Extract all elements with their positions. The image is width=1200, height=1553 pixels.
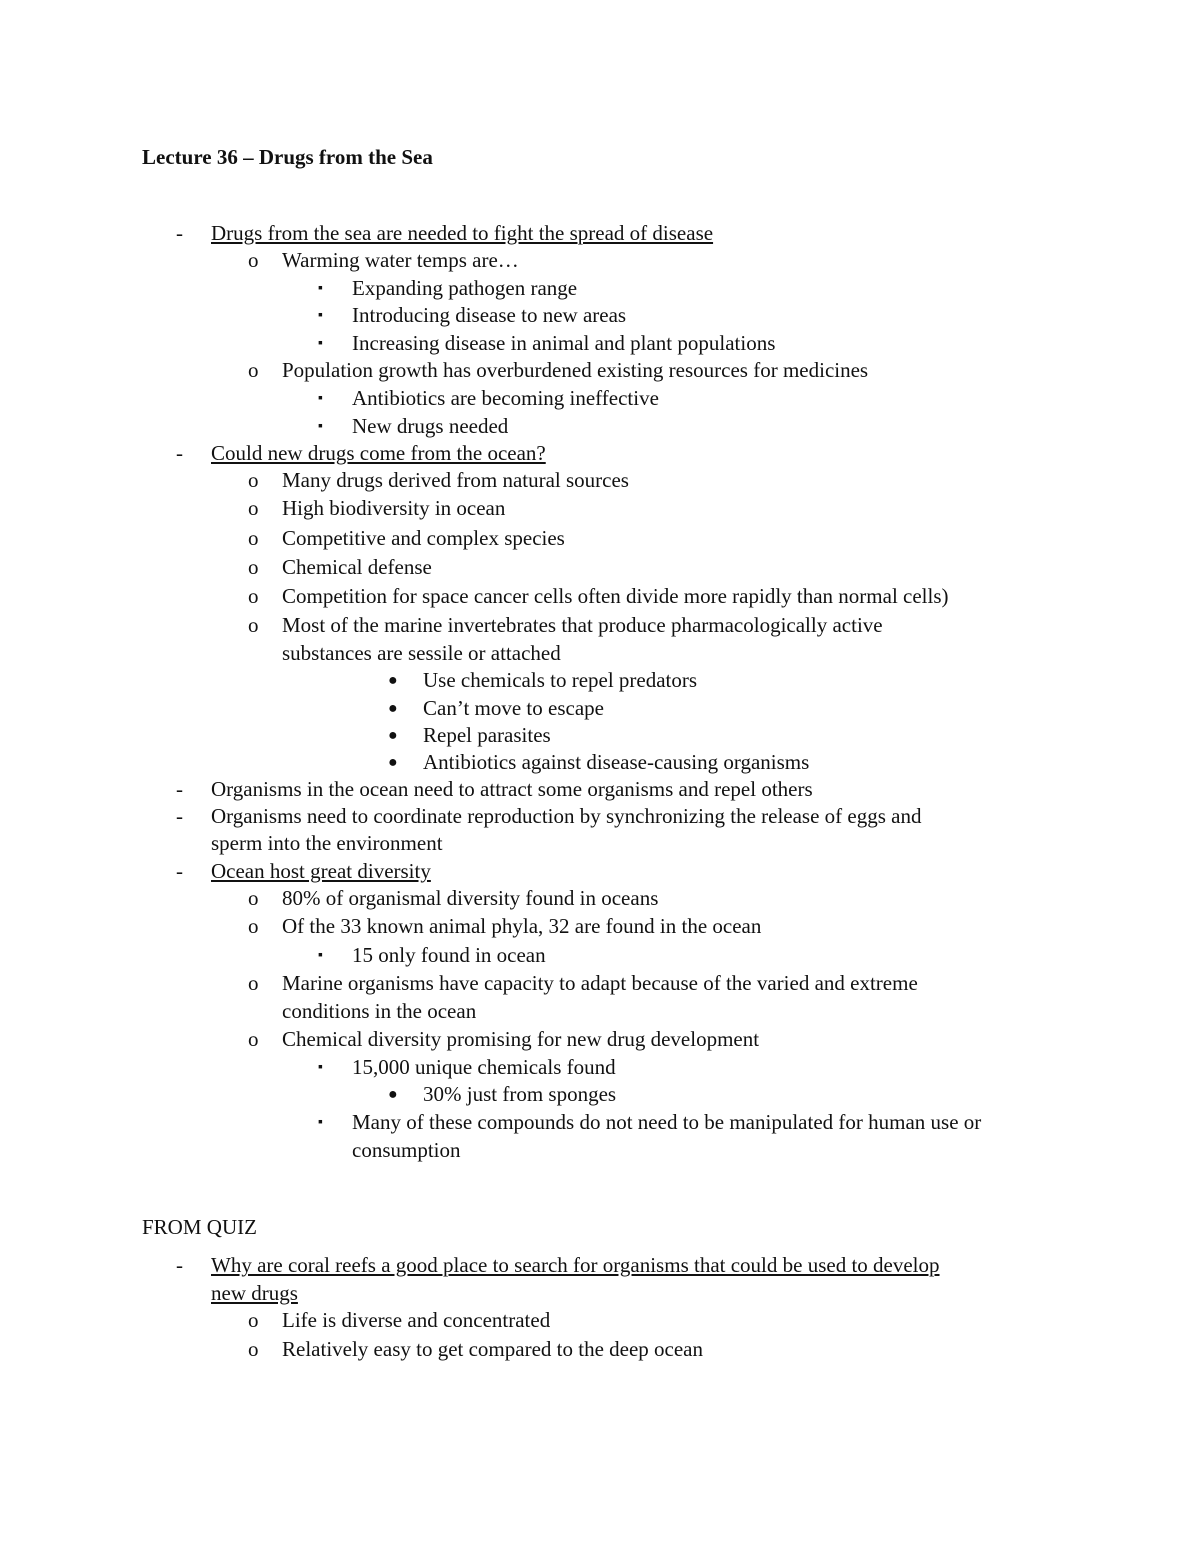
list-item: Competition for space cancer cells often divide more rapidly than normal cells) xyxy=(282,584,949,608)
circle-bullet: o xyxy=(248,358,259,382)
list-item: Expanding pathogen range xyxy=(352,276,578,300)
list-item: Of the 33 known animal phyla, 32 are found in the ocean xyxy=(282,914,762,938)
quiz-answer: Life is diverse and concentrated xyxy=(282,1308,551,1332)
quiz-question: Why are coral reefs a good place to search for organisms that could be used to develop xyxy=(211,1253,940,1277)
page-title: Lecture 36 – Drugs from the Sea xyxy=(142,145,433,169)
dot-bullet: ● xyxy=(388,727,398,744)
square-bullet: ▪ xyxy=(318,281,323,296)
circle-bullet: o xyxy=(248,886,259,910)
square-bullet: ▪ xyxy=(318,1060,323,1075)
list-item: New drugs needed xyxy=(352,414,509,438)
list-item: Increasing disease in animal and plant populations xyxy=(352,331,776,355)
square-bullet: ▪ xyxy=(318,391,323,406)
dash-bullet: - xyxy=(176,804,183,828)
list-item: Can’t move to escape xyxy=(423,696,604,720)
circle-bullet: o xyxy=(248,914,259,938)
circle-bullet: o xyxy=(248,1027,259,1051)
list-item: Most of the marine invertebrates that produce pharmacologically active xyxy=(282,613,883,637)
dash-bullet: - xyxy=(176,221,183,245)
heading-new-drugs-ocean: Could new drugs come from the ocean? xyxy=(211,441,546,465)
circle-bullet: o xyxy=(248,496,259,520)
dot-bullet: ● xyxy=(388,700,398,717)
list-item: Many of these compounds do not need to be manipulated for human use or xyxy=(352,1110,982,1134)
list-item: Organisms need to coordinate reproduction by synchronizing the release of eggs and xyxy=(211,804,922,828)
circle-bullet: o xyxy=(248,468,259,492)
circle-bullet: o xyxy=(248,613,259,637)
square-bullet: ▪ xyxy=(318,948,323,963)
list-item: 15,000 unique chemicals found xyxy=(352,1055,616,1079)
dash-bullet: - xyxy=(176,777,183,801)
list-item: Organisms in the ocean need to attract some organisms and repel others xyxy=(211,777,813,801)
list-item: 30% just from sponges xyxy=(423,1082,617,1106)
list-item: High biodiversity in ocean xyxy=(282,496,506,520)
list-item: Introducing disease to new areas xyxy=(352,303,627,327)
dash-bullet: - xyxy=(176,1253,183,1277)
square-bullet: ▪ xyxy=(318,419,323,434)
list-item: Antibiotics against disease-causing organisms xyxy=(423,750,810,774)
quiz-heading: FROM QUIZ xyxy=(142,1215,257,1239)
quiz-answer: Relatively easy to get compared to the deep ocean xyxy=(282,1337,703,1361)
circle-bullet: o xyxy=(248,584,259,608)
list-item-continuation: consumption xyxy=(352,1138,461,1162)
list-item: Repel parasites xyxy=(423,723,551,747)
heading-ocean-diversity: Ocean host great diversity xyxy=(211,859,431,883)
list-item-continuation: substances are sessile or attached xyxy=(282,641,561,665)
list-item: Chemical defense xyxy=(282,555,432,579)
circle-bullet: o xyxy=(248,1337,259,1361)
square-bullet: ▪ xyxy=(318,1115,323,1130)
list-item: Competitive and complex species xyxy=(282,526,565,550)
list-item: Use chemicals to repel predators xyxy=(423,668,698,692)
heading-drugs-needed: Drugs from the sea are needed to fight the spread of disease xyxy=(211,221,714,245)
list-item: Many drugs derived from natural sources xyxy=(282,468,629,492)
dash-bullet: - xyxy=(176,441,183,465)
circle-bullet: o xyxy=(248,526,259,550)
circle-bullet: o xyxy=(248,248,259,272)
quiz-question-continuation: new drugs xyxy=(211,1281,298,1305)
list-item: Chemical diversity promising for new drug development xyxy=(282,1027,760,1051)
list-item-continuation: conditions in the ocean xyxy=(282,999,477,1023)
dash-bullet: - xyxy=(176,859,183,883)
list-item: Warming water temps are… xyxy=(282,248,519,272)
list-item: Antibiotics are becoming ineffective xyxy=(352,386,659,410)
dot-bullet: ● xyxy=(388,754,398,771)
circle-bullet: o xyxy=(248,971,259,995)
circle-bullet: o xyxy=(248,555,259,579)
list-item: Population growth has overburdened existing resources for medicines xyxy=(282,358,869,382)
circle-bullet: o xyxy=(248,1308,259,1332)
list-item: Marine organisms have capacity to adapt because of the varied and extreme xyxy=(282,971,918,995)
list-item: 80% of organismal diversity found in oceans xyxy=(282,886,659,910)
dot-bullet: ● xyxy=(388,1086,398,1103)
dot-bullet: ● xyxy=(388,672,398,689)
square-bullet: ▪ xyxy=(318,336,323,351)
list-item-continuation: sperm into the environment xyxy=(211,831,443,855)
list-item: 15 only found in ocean xyxy=(352,943,546,967)
square-bullet: ▪ xyxy=(318,308,323,323)
